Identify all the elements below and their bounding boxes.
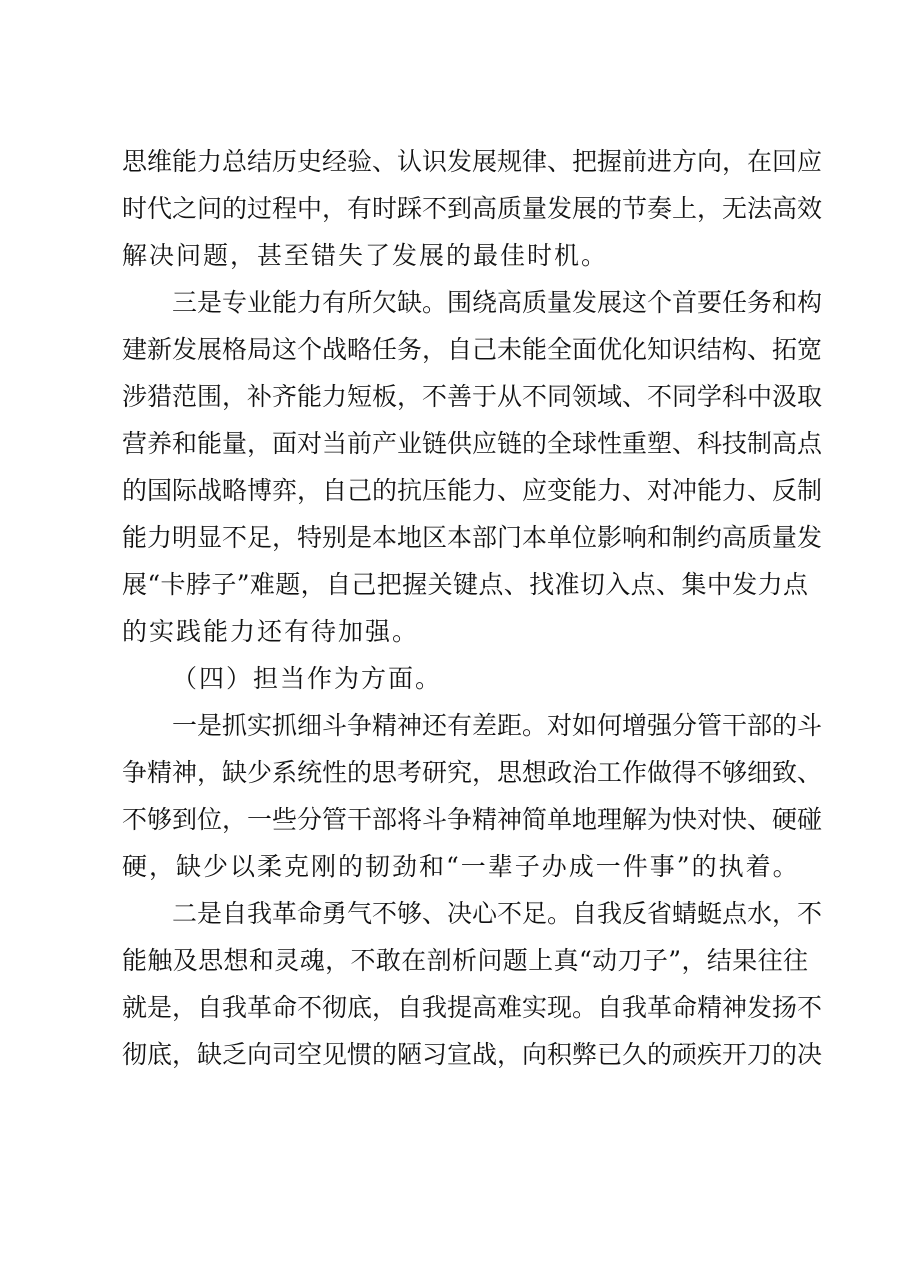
text-line: 营养和能量，面对当前产业链供应链的全球性重塑、科技制高点 [122,429,823,458]
text-line: 三是专业能力有所欠缺。围绕高质量发展这个首要任务和构 [172,288,823,317]
text-line: 的实践能力还有待加强。 [122,617,420,646]
text-line: 解决问题，甚至错失了发展的最佳时机。 [122,241,609,270]
text-line: 思维能力总结历史经验、认识发展规律、把握前进方向，在回应 [122,147,823,176]
text-line: 争精神，缺少系统性的思考研究，思想政治工作做得不够细致、 [122,758,823,787]
text-line: 涉猎范围，补齐能力短板，不善于从不同领域、不同学科中汲取 [122,382,823,411]
text-line: 一是抓实抓细斗争精神还有差距。对如何增强分管干部的斗 [172,711,823,740]
text-line: 不够到位，一些分管干部将斗争精神简单地理解为快对快、硬碰 [122,805,823,834]
text-line: 能触及思想和灵魂，不敢在剖析问题上真“动刀子”，结果往往 [122,946,808,975]
text-line: 建新发展格局这个战略任务，自己未能全面优化知识结构、拓宽 [122,335,823,364]
text-line: 二是自我革命勇气不够、决心不足。自我反省蜻蜓点水，不 [172,899,823,928]
text-line: 展“卡脖子”难题，自己把握关键点、找准切入点、集中发力点 [122,570,808,599]
document-body [122,138,823,1078]
text-line: 彻底，缺乏向司空见惯的陋习宣战，向积弊已久的顽疾开刀的决 [122,1040,823,1069]
text-line: 就是，自我革命不彻底，自我提高难实现。自我革命精神发扬不 [122,993,823,1022]
text-line: 时代之问的过程中，有时踩不到高质量发展的节奏上，无法高效 [122,194,823,223]
text-line: （四）担当作为方面。 [172,664,443,693]
text-line: 能力明显不足，特别是本地区本部门本单位影响和制约高质量发 [122,523,823,552]
text-line: 硬，缺少以柔克刚的韧劲和“一辈子办成一件事”的执着。 [122,852,800,881]
text-line: 的国际战略博弈，自己的抗压能力、应变能力、对冲能力、反制 [122,476,823,505]
